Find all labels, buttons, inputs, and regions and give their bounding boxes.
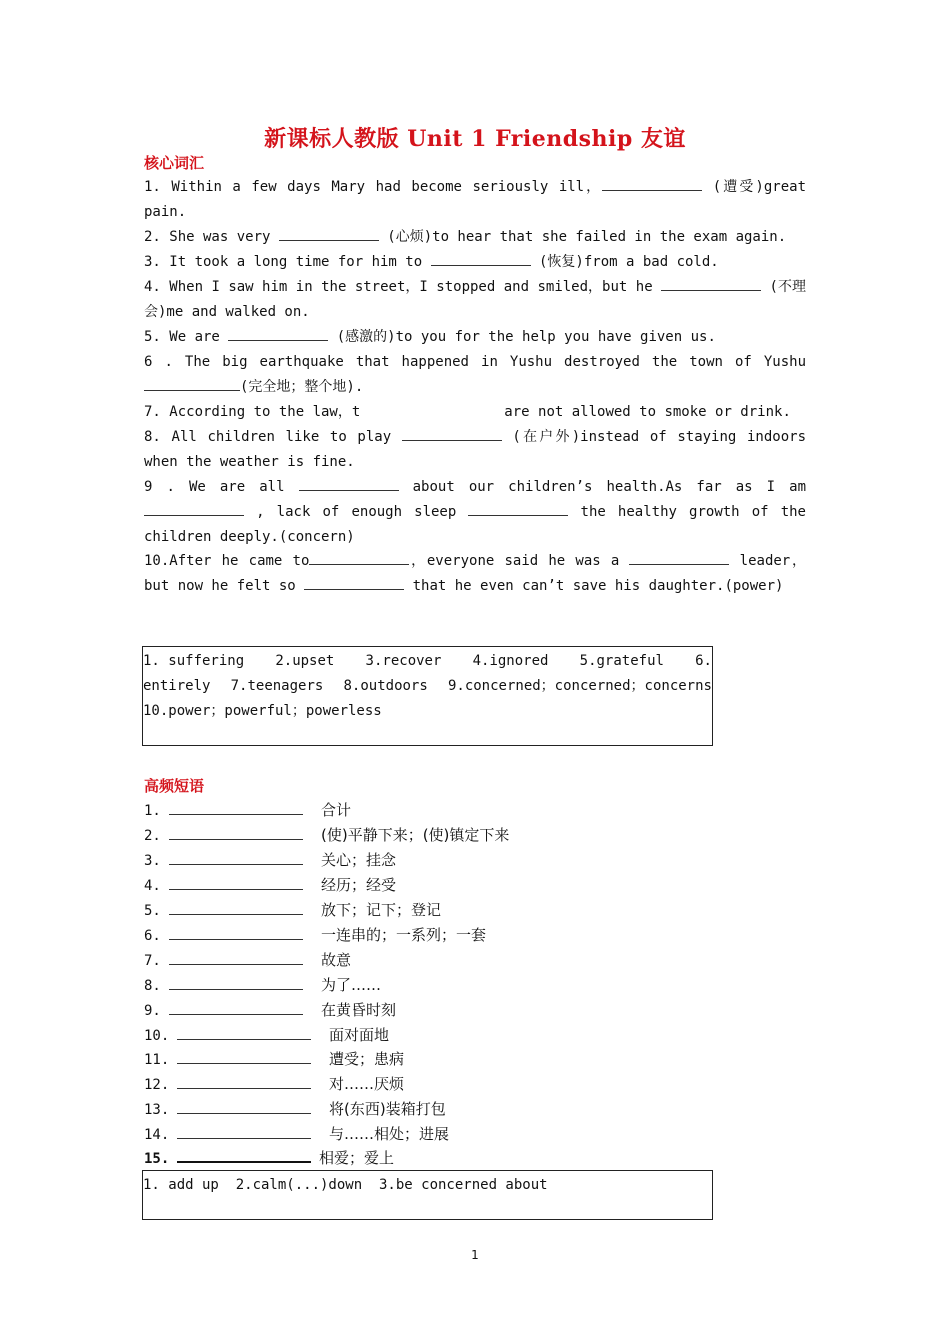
question-10: 10.After he came to ，everyone said he was a leader，but now he felt so that he even can’t save his daughter.(power) xyxy=(144,549,806,599)
answer-blank[interactable] xyxy=(169,925,303,940)
section-heading-phrases: 高频短语 xyxy=(144,777,205,795)
phrase-item: 11. 遭受；患病 xyxy=(144,1050,405,1068)
answer-blank[interactable] xyxy=(177,1049,311,1064)
answer-blank[interactable] xyxy=(169,875,303,890)
answer-blank[interactable] xyxy=(228,325,328,341)
answer-key-phrases: 1. add up 2.calm(...)down 3.be concerned about xyxy=(142,1170,713,1220)
question-7: 7. According to the law，t are not allowed to smoke or drink. xyxy=(144,404,791,420)
answer-blank[interactable] xyxy=(169,825,303,840)
phrase-item: 6. 一连串的；一系列；一套 xyxy=(144,926,487,944)
question-9: 9 . We are all about our children’s health.As far as I am , lack of enough sleep the healthy growth of the children deeply.(concern) xyxy=(144,475,806,550)
page-title: 新课标人教版 Unit 1 Friendship 友谊 xyxy=(264,126,686,152)
answer-blank[interactable] xyxy=(177,1074,311,1089)
answer-blank[interactable] xyxy=(304,574,404,590)
phrase-item: 2. (使)平静下来；(使)镇定下来 xyxy=(144,826,510,844)
answer-blank[interactable] xyxy=(309,549,409,565)
phrase-item: 13. 将(东西)装箱打包 xyxy=(144,1100,446,1118)
phrase-item: 14. 与……相处；进展 xyxy=(144,1125,450,1143)
phrase-item: 1. 合计 xyxy=(144,801,352,819)
phrase-item: 7. 故意 xyxy=(144,951,352,969)
answer-blank[interactable] xyxy=(169,850,303,865)
answer-blank[interactable] xyxy=(402,425,502,441)
answer-blank[interactable] xyxy=(169,1000,303,1015)
page-number: 1 xyxy=(471,1248,479,1262)
answer-blank[interactable] xyxy=(431,250,531,266)
answer-blank[interactable] xyxy=(144,375,240,391)
answer-blank[interactable] xyxy=(629,549,729,565)
section-heading-vocabulary: 核心词汇 xyxy=(144,154,205,172)
answer-blank[interactable] xyxy=(144,500,244,516)
answer-blank[interactable] xyxy=(177,1147,311,1163)
phrase-item: 5. 放下；记下；登记 xyxy=(144,901,442,919)
phrase-item: 3. 关心；挂念 xyxy=(144,851,397,869)
phrase-item: 10. 面对面地 xyxy=(144,1026,390,1044)
answer-blank[interactable] xyxy=(177,1099,311,1114)
phrase-item: 9. 在黄昏时刻 xyxy=(144,1001,397,1019)
answer-blank[interactable] xyxy=(169,800,303,815)
answer-blank[interactable] xyxy=(169,975,303,990)
answer-blank[interactable] xyxy=(279,225,379,241)
answer-key-vocabulary xyxy=(142,646,713,746)
answer-key-line: entirely 7.teenagers 8.outdoors 9.concerned；concerned；concerns xyxy=(143,678,712,694)
question-8: 8. All children like to play (在户外)instead of staying indoors when the weather is fine. xyxy=(144,425,806,475)
answer-blank[interactable] xyxy=(299,475,399,491)
question-5: 5. We are (感激的)to you for the help you have given us. xyxy=(144,325,806,350)
question-3: 3. It took a long time for him to (恢复)from a bad cold. xyxy=(144,250,806,275)
phrase-item: 15. 相爱；爱上 xyxy=(144,1149,395,1167)
answer-blank[interactable] xyxy=(177,1025,311,1040)
phrase-item: 12. 对……厌烦 xyxy=(144,1075,405,1093)
question-4: 4. When I saw him in the street，I stopped and smiled，but he (不理会)me and walked on. xyxy=(144,275,806,325)
answer-blank[interactable] xyxy=(602,175,702,191)
answer-key-line: 1. suffering 2.upset 3.recover 4.ignored 5.grateful 6. xyxy=(143,653,712,669)
answer-blank[interactable] xyxy=(169,900,303,915)
answer-key-line: 10.power；powerful；powerless xyxy=(143,703,382,719)
phrase-item: 8. 为了…… xyxy=(144,976,382,994)
answer-blank[interactable] xyxy=(468,500,568,516)
answer-blank[interactable] xyxy=(169,950,303,965)
question-6: 6 . The big earthquake that happened in Yushu destroyed the town of Yushu (完全地；整个地). xyxy=(144,354,806,395)
answer-blank[interactable] xyxy=(177,1124,311,1139)
question-1: 1. Within a few days Mary had become seriously ill， (遭受)great pain. xyxy=(144,175,806,225)
phrase-item: 4. 经历；经受 xyxy=(144,876,397,894)
answer-blank[interactable] xyxy=(661,275,761,291)
question-2: 2. She was very (心烦)to hear that she failed in the exam again. xyxy=(144,225,806,250)
